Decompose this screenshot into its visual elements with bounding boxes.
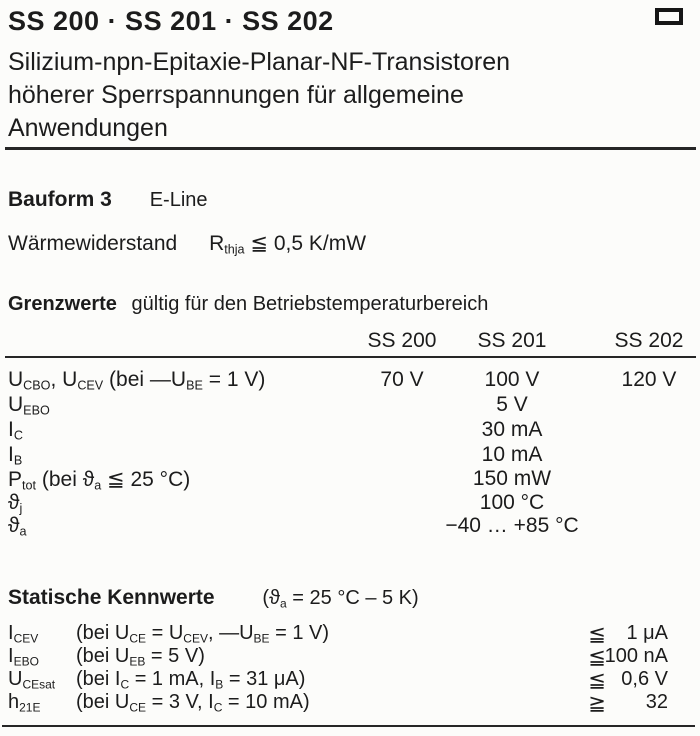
bauform-value: E-Line bbox=[149, 189, 208, 211]
limit-parameter: $U_{CBO}$, $U_{CEV}$ (bei $—U_{BE} = 1$ V) bbox=[8, 368, 266, 393]
static-parameter: $U_{CEsat}$ bbox=[8, 668, 56, 692]
limit-parameter: $P_{tot}$ (bei $ϑ_a$ ≦ 25 °C) bbox=[8, 468, 191, 493]
limit-value-ss201: 100 °C bbox=[479, 491, 545, 514]
subtitle-line: Silizium-npn-Epitaxie-Planar-NF-Transistoren bbox=[8, 48, 511, 76]
limits-heading bbox=[8, 293, 488, 316]
limit-parameter: $I_C$ bbox=[8, 418, 23, 443]
static-heading-bold: Statische Kennwerte bbox=[8, 586, 215, 609]
subtitle-line: höherer Sperrspannungen für allgemeine bbox=[8, 81, 464, 109]
static-condition: (bei $U_{CE} = 3$ V, $I_C = 10$ mA) bbox=[76, 691, 310, 715]
limit-value-ss200: 70 V bbox=[380, 368, 424, 391]
column-header-ss201: SS 201 bbox=[477, 329, 547, 352]
static-parameter: $I_{EBO}$ bbox=[8, 645, 39, 669]
table-row bbox=[0, 467, 700, 492]
limit-value-ss201: −40 … +85 °C bbox=[445, 514, 579, 537]
relation-symbol: ≦ bbox=[588, 623, 606, 646]
package-row bbox=[8, 188, 208, 212]
corner-marker-icon bbox=[655, 8, 683, 25]
table-row bbox=[0, 368, 700, 393]
table-header-divider bbox=[5, 356, 696, 358]
thermal-value: $R_{thja}$ ≦ 0,5 K/mW bbox=[209, 232, 367, 257]
table-row bbox=[0, 622, 700, 645]
static-value: 100 nA bbox=[604, 645, 668, 667]
static-heading-condition: ($ϑ_a = 25$ °C – 5 K) bbox=[262, 587, 419, 611]
bottom-divider bbox=[2, 725, 695, 727]
limit-value-ss201: 150 mW bbox=[472, 467, 552, 490]
table-row bbox=[0, 645, 700, 668]
page-title: SS 200 · SS 201 · SS 202 bbox=[8, 6, 334, 36]
limits-heading-bold: Grenzwerte bbox=[8, 293, 117, 315]
static-condition: (bei $U_{CE} = U_{CEV}$, $—U_{BE} = 1$ V) bbox=[76, 622, 330, 646]
relation-symbol: ≦ bbox=[588, 646, 606, 669]
column-header-ss200: SS 200 bbox=[367, 329, 437, 352]
static-value: 32 bbox=[645, 691, 668, 713]
subtitle-line: Anwendungen bbox=[8, 114, 168, 142]
relation-symbol: ≧ bbox=[588, 692, 606, 715]
limit-value-ss201: 30 mA bbox=[481, 418, 543, 441]
thermal-label: Wärmewiderstand bbox=[8, 232, 178, 255]
title-divider bbox=[5, 147, 696, 150]
limit-parameter: $U_{EBO}$ bbox=[8, 393, 50, 418]
limit-value-ss202: 120 V bbox=[621, 368, 677, 391]
table-row bbox=[0, 393, 700, 418]
table-row bbox=[0, 418, 700, 443]
static-condition: (bei $U_{EB} = 5$ V) bbox=[76, 645, 205, 669]
relation-symbol: ≦ bbox=[588, 669, 606, 692]
static-value: 0,6 V bbox=[621, 668, 668, 690]
limit-value-ss201: 100 V bbox=[484, 368, 540, 391]
table-row bbox=[0, 491, 700, 516]
table-row bbox=[0, 691, 700, 714]
limit-value-ss201: 10 mA bbox=[481, 443, 543, 466]
static-characteristics-heading bbox=[8, 586, 419, 610]
table-row bbox=[0, 668, 700, 691]
limits-heading-rest: gültig für den Betriebstemperaturbereich bbox=[131, 293, 489, 315]
limit-parameter: $ϑ_a$ bbox=[8, 514, 27, 539]
limit-parameter: $ϑ_j$ bbox=[8, 491, 23, 516]
page-subtitle bbox=[8, 46, 510, 145]
limit-value-ss201: 5 V bbox=[496, 393, 528, 416]
limit-parameter: $I_B$ bbox=[8, 443, 23, 468]
table-row bbox=[0, 514, 700, 539]
bauform-label: Bauform 3 bbox=[8, 188, 112, 211]
static-parameter: $I_{CEV}$ bbox=[8, 622, 39, 646]
thermal-resistance-row bbox=[8, 231, 366, 256]
static-value: 1 μA bbox=[626, 622, 668, 644]
static-condition: (bei $I_C = 1$ mA, $I_B = 31$ μA) bbox=[76, 668, 306, 692]
table-row bbox=[0, 443, 700, 468]
static-parameter: $h_{21E}$ bbox=[8, 691, 41, 715]
column-header-ss202: SS 202 bbox=[614, 329, 684, 352]
